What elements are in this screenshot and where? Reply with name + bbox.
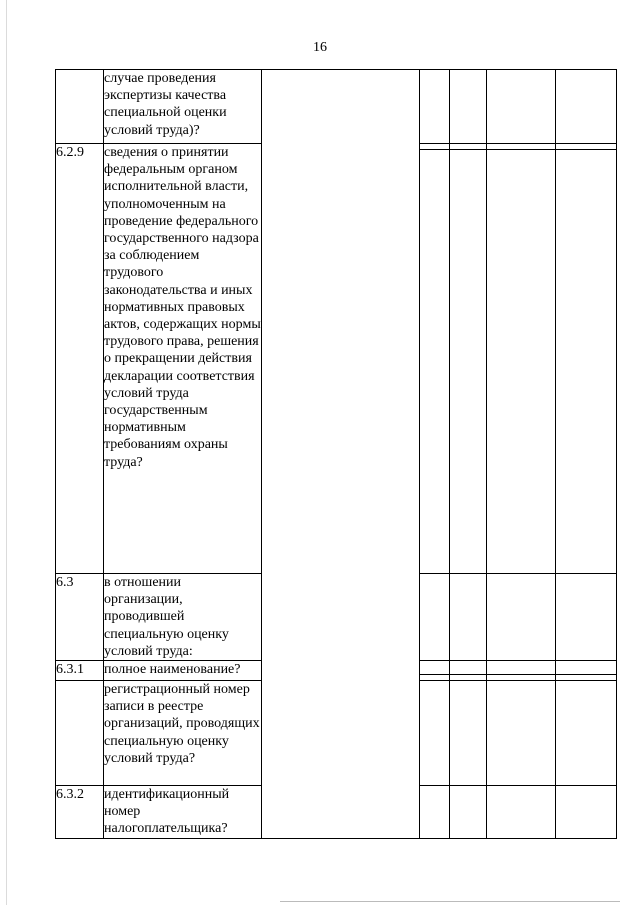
- notes-cell: [556, 70, 617, 144]
- answer-na-cell: [487, 70, 556, 144]
- question-text: полное наименование?: [104, 661, 262, 681]
- answer-yes-cell: [420, 574, 450, 661]
- answer-yes-cell: [420, 681, 450, 786]
- scan-edge-shadow: [6, 0, 7, 905]
- page-number: 16: [313, 40, 327, 55]
- question-text: в отношении организации, проводившей специальную оценку условий труда:: [104, 574, 262, 661]
- answer-na-cell: [487, 574, 556, 661]
- row-number: 6.3.2: [56, 786, 104, 839]
- answer-no-cell: [450, 681, 487, 786]
- question-text: сведения о принятии федеральным органом исполнительной власти, уполномоченным на проведение федерального государственного надзора за соблюдением трудового законодательства и иных нормативных правовых актов, содержащих нормы трудового права, решения о прекращении действия декларации соответствия условий труда государственным нормативным требованиям охраны труда?: [104, 144, 262, 574]
- question-text: регистрационный номер записи в реестре организаций, проводящих специальную оценку условий труда?: [104, 681, 262, 786]
- row-number: 6.2.9: [56, 144, 104, 574]
- row-number: [56, 681, 104, 786]
- answer-na-cell: [487, 681, 556, 786]
- checklist-table: [55, 69, 617, 839]
- answer-no-cell: [450, 786, 487, 839]
- notes-cell: [556, 574, 617, 661]
- notes-cell: [556, 144, 617, 574]
- answer-yes-cell: [420, 661, 450, 681]
- notes-cell: [556, 661, 617, 681]
- scan-bottom-edge: [280, 901, 620, 902]
- row-number: 6.3: [56, 574, 104, 661]
- answer-no-cell: [450, 574, 487, 661]
- answer-na-cell: [487, 661, 556, 681]
- answer-no-cell: [450, 70, 487, 144]
- answer-na-cell: [487, 144, 556, 574]
- answer-no-cell: [450, 661, 487, 681]
- answer-yes-cell: [420, 786, 450, 839]
- notes-cell: [556, 786, 617, 839]
- question-text: идентификационный номер налогоплательщика?: [104, 786, 262, 839]
- answer-yes-cell: [420, 144, 450, 574]
- table-row: [56, 70, 617, 144]
- answer-na-cell: [487, 786, 556, 839]
- notes-cell: [556, 681, 617, 786]
- legal-basis-cell: [262, 70, 420, 839]
- answer-no-cell: [450, 144, 487, 574]
- question-text: случае проведения экспертизы качества специальной оценки условий труда)?: [104, 70, 262, 144]
- row-number: 6.3.1: [56, 661, 104, 681]
- answer-yes-cell: [420, 70, 450, 144]
- row-number: [56, 70, 104, 144]
